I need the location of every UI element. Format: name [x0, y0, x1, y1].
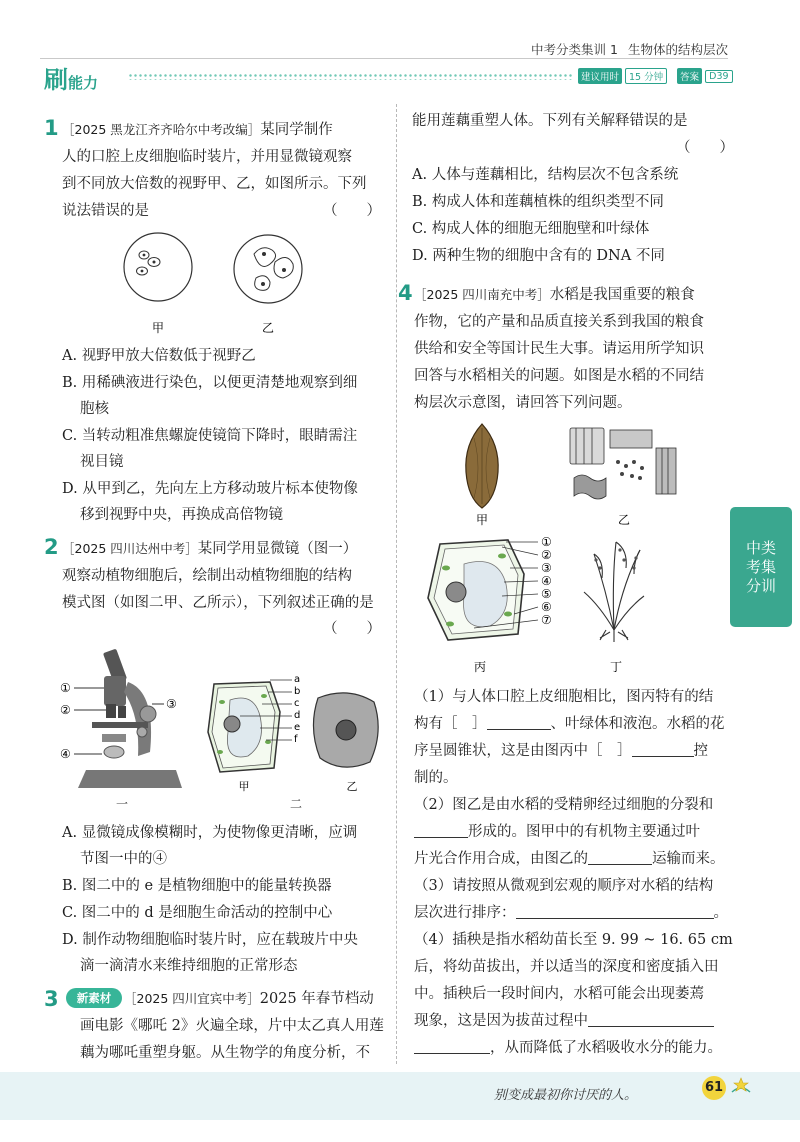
page-number: 61 [702, 1076, 726, 1100]
q4-sub4-line [414, 1012, 714, 1030]
q4-sub3-line [414, 904, 728, 922]
q4-source: ［2025 四川南充中考］ [414, 287, 550, 302]
q4-sub4-line: 后，将幼苗拔出，并以适当的深度和密度插入田 [414, 959, 719, 975]
q2-option-c: C. 图二中的 d 是细胞生命活动的控制中心 [62, 905, 333, 921]
q1-option-d: D. 从甲到乙，先向左上方移动玻片标本使物像 [62, 481, 358, 497]
fig1-caption: 一 [115, 797, 129, 811]
q4-sub1-line: 制的。 [414, 770, 458, 786]
cell-part-label: f [294, 734, 298, 745]
q3-option-a: A. 人体与莲藕相比，结构层次不包含系统 [412, 167, 679, 183]
q4-sub1-text: 控 [693, 743, 708, 759]
rice-tissues-yi [570, 428, 676, 499]
q1-answer-bracket: （ ） [323, 203, 381, 219]
q4-sub4-text: 现象，这是因为拔苗过程中 [414, 1013, 588, 1029]
cell-fig-sublabel: 甲 [238, 780, 250, 793]
cell-part-numbers [541, 535, 552, 627]
q4-sub2-line: （2）图乙是由水稻的受精卵经过细胞的分裂和 [414, 797, 714, 813]
q4-sub2-line [414, 823, 700, 841]
q2-option-d: D. 制作动物细胞临时装片时，应在载玻片中央 [62, 932, 358, 948]
q4-sub1-text: 构有［ ］ [414, 716, 487, 732]
star-doodle-icon [728, 1074, 754, 1100]
q2-option-a-cont: 节图一中的④ [80, 851, 167, 867]
side-tab-char: 中 [746, 538, 762, 557]
cell-part-number: ② [541, 548, 552, 562]
q2-number: 2 [44, 535, 59, 559]
q4-stem-line: 回答与水稻相关的问题。如图是水稻的不同结 [414, 368, 704, 384]
q2-answer-bracket: （ ） [323, 621, 381, 637]
brand-sub: 能力 [68, 74, 99, 92]
q2-option-b: B. 图二中的 e 是植物细胞中的能量转换器 [62, 878, 332, 894]
cell-part-label: c [294, 698, 300, 709]
q1-stem-line: 到不同放大倍数的视野甲、乙，如图所示。下列 [62, 176, 367, 192]
q1-option-c: C. 当转动粗准焦螺旋使镜筒下降时，眼睛需注 [62, 428, 358, 444]
q4-sub1-text: 序呈圆锥状，这是由图丙中［ ］ [414, 743, 632, 759]
q4-fig-label: 丙 [473, 660, 487, 674]
q2-stem-line: 模式图（如图二甲、乙所示），下列叙述正确的是 [62, 595, 374, 611]
q1-option-c-cont: 视目镜 [80, 454, 124, 470]
brand-main: 刷 [44, 66, 68, 94]
q1-stem-text: 某同学制作 [260, 122, 333, 138]
footer-band [0, 1072, 800, 1120]
q4-sub1-line: （1）与人体口腔上皮细胞相比，图丙特有的结 [414, 689, 714, 705]
cell-part-number: ⑦ [541, 613, 552, 627]
cell-part-number: ④ [541, 574, 552, 588]
q2-option-d-cont: 滴一滴清水来维持细胞的正常形态 [80, 958, 298, 974]
column-divider [396, 104, 397, 1064]
q4-sub2-text: 形成的。图甲中的有机物主要通过叶 [468, 824, 700, 840]
q4-sub1-line [414, 715, 725, 733]
q2-option-a: A. 显微镜成像模糊时，为使物像更清晰，应调 [62, 825, 358, 841]
q1-option-d-cont: 移到视野中央，再换成高倍物镜 [80, 507, 283, 523]
brand-logo [44, 60, 98, 95]
new-material-badge: 新素材 [66, 988, 122, 1008]
plant-cell-letters [294, 674, 300, 745]
answer-blank[interactable] [414, 837, 468, 838]
q4-sub2-text: 运输而来。 [652, 851, 725, 867]
q3-option-b: B. 构成人体和莲藕植株的组织类型不同 [412, 194, 664, 210]
view-circle-yi [234, 235, 302, 303]
large-cheek-cells [254, 248, 293, 291]
side-tab-char: 分 [746, 576, 762, 595]
q1-stem-line: 人的口腔上皮细胞临时装片，并用显微镜观察 [62, 149, 352, 165]
answer-blank[interactable] [414, 1053, 490, 1054]
fig2-caption: 二 [289, 797, 303, 811]
q4-stem-line: 构层次示意图，请回答下列问题。 [414, 395, 632, 411]
q1-fig-label: 甲 [151, 321, 165, 335]
side-tab-char: 集 [761, 557, 777, 576]
q4-sub2-text: 片光合作用合成，由图乙的 [414, 851, 588, 867]
chapter-heading [531, 40, 728, 58]
q4-number: 4 [398, 281, 413, 305]
q2-source: ［2025 四川达州中考］ [62, 541, 198, 556]
header-dot-band [128, 73, 574, 80]
q4-stem-text: 水稻是我国重要的粮食 [549, 287, 695, 303]
q4-sub4-text: ，从而降低了水稻吸收水分的能力。 [490, 1040, 722, 1056]
q3-answer-bracket: （ ） [676, 140, 734, 156]
answer-blank[interactable] [588, 864, 652, 865]
q1-source: ［2025 黑龙江齐齐哈尔中考改编］ [62, 122, 261, 137]
side-tab [730, 507, 792, 627]
answer-blank[interactable] [588, 1026, 714, 1027]
chapter-label: 中考分类集训 1 [531, 42, 618, 57]
q3-number: 3 [44, 987, 59, 1011]
q3-option-d: D. 两种生物的细胞中含有的 DNA 不同 [412, 248, 665, 264]
header-divider [40, 58, 728, 59]
microscope-part-label: ① [60, 681, 71, 695]
microscope-part-label: ② [60, 703, 71, 717]
answer-label: 答案 [677, 68, 702, 84]
cell-models-figure [200, 672, 390, 812]
q3-stem-line: 能用莲藕重塑人体。下列有关解释错误的是 [412, 113, 688, 129]
chapter-title: 生物体的结构层次 [627, 42, 728, 57]
q4-stem-line: 作物，它的产量和品质直接关系到我国的粮食 [414, 314, 704, 330]
q2-stem-text: 某同学用显微镜（图一） [197, 541, 358, 557]
cell-part-number: ③ [541, 561, 552, 575]
header-tags [578, 68, 733, 84]
cell-part-label: d [294, 710, 301, 721]
rice-levels-figure [414, 418, 714, 680]
answer-blank[interactable] [487, 729, 551, 730]
cell-part-label: b [294, 686, 301, 697]
q1-option-b-cont: 胞核 [80, 401, 109, 417]
q4-fig-label: 乙 [617, 513, 631, 527]
answer-page: D39 [705, 70, 732, 83]
q4-sub1-text: 、叶绿体和液泡。水稻的花 [550, 716, 725, 732]
side-tab-char: 类 [761, 538, 777, 557]
q1-stem-line: 说法错误的是 [62, 203, 149, 219]
answer-blank[interactable] [516, 918, 714, 919]
q4-stem-line [414, 286, 695, 304]
q1-stem-line [62, 121, 333, 139]
q2-stem-line [62, 540, 357, 558]
q1-option-a: A. 视野甲放大倍数低于视野乙 [62, 348, 256, 364]
cell-part-number: ⑥ [541, 600, 552, 614]
q3-stem-line: 藕为哪吒重塑身躯。从生物学的角度分析，不 [80, 1045, 370, 1061]
q3-source: ［2025 四川宜宾中考］ [124, 991, 260, 1006]
q1-number: 1 [44, 116, 59, 140]
q3-stem-text: 2025 年春节档动 [259, 991, 374, 1007]
footer-motto: 别变成最初你讨厌的人。 [494, 1088, 638, 1103]
cell-part-number: ① [541, 535, 552, 549]
rice-cell-bing [428, 540, 524, 640]
answer-blank[interactable] [632, 756, 694, 757]
q1-figure [118, 224, 312, 344]
q1-option-b: B. 用稀碘液进行染色，以便更清楚地观察到细 [62, 375, 358, 391]
cell-fig-sublabel: 乙 [346, 780, 358, 793]
view-circle-jia [124, 233, 192, 301]
q4-stem-line: 供给和安全等国计民生大事。请运用所学知识 [414, 341, 704, 357]
q4-sub3-line: （3）请按照从微观到宏观的顺序对水稻的结构 [414, 878, 714, 894]
q4-fig-label: 甲 [475, 513, 489, 527]
small-cheek-cells [137, 251, 161, 275]
q3-option-c: C. 构成人体的细胞无细胞壁和叶绿体 [412, 221, 650, 237]
cell-part-label: a [294, 674, 301, 685]
time-label: 建议用时 [578, 68, 622, 84]
q4-sub2-line [414, 850, 725, 868]
q4-sub4-line: 中。插秧后一段时间内，水稻可能会出现萎蔫 [414, 986, 704, 1002]
cell-part-label: e [294, 722, 301, 733]
q2-stem-line: 观察动植物细胞后，绘制出动植物细胞的结构 [62, 568, 352, 584]
q4-sub4-line: （4）插秧是指水稻幼苗长至 9. 99 ~ 16. 65 cm [414, 932, 733, 948]
q4-sub3-text: 。 [713, 905, 728, 921]
q4-sub1-line [414, 742, 708, 760]
q4-sub4-line [414, 1039, 722, 1057]
rice-grain-jia [466, 424, 498, 508]
q3-stem-line [124, 990, 374, 1008]
side-tab-char: 考 [746, 557, 762, 576]
cell-part-number: ⑤ [541, 587, 552, 601]
q1-fig-label: 乙 [261, 321, 275, 335]
q4-fig-label: 丁 [609, 660, 623, 674]
q3-stem-line: 画电影《哪吒 2》火遍全球，片中太乙真人用莲 [80, 1018, 384, 1034]
microscope-part-label: ③ [166, 697, 177, 711]
side-tab-char: 训 [761, 576, 777, 595]
time-value: 15 分钟 [625, 68, 667, 84]
q4-sub3-text: 层次进行排序： [414, 905, 516, 921]
microscope-figure [56, 642, 196, 812]
microscope-part-label: ④ [60, 747, 71, 761]
